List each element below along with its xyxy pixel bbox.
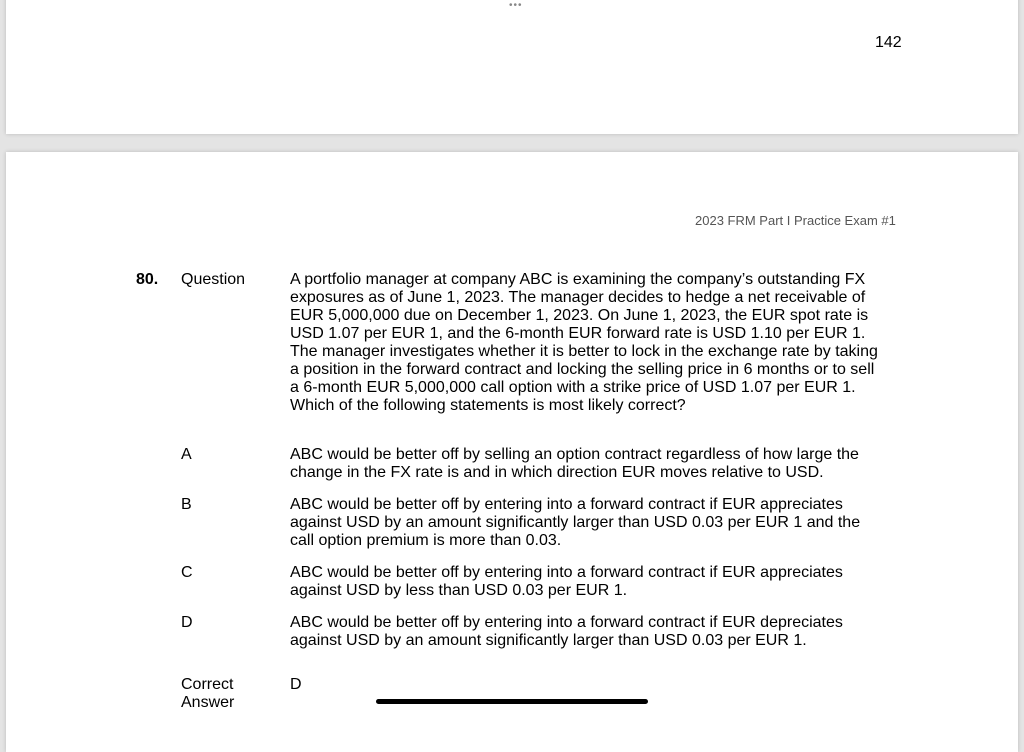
text-line: ABC would be better off by entering into a forward contract if EUR depreciates — [290, 614, 843, 631]
text-line: against USD by an amount significantly larger than USD 0.03 per EUR 1. — [290, 632, 807, 649]
correct-answer-label — [181, 676, 234, 712]
text-line: against USD by an amount significantly larger than USD 0.03 per EUR 1 and the — [290, 514, 861, 531]
home-indicator[interactable] — [376, 699, 648, 704]
text-line: USD 1.07 per EUR 1, and the 6-month EUR forward rate is USD 1.10 per EUR 1. — [290, 325, 866, 342]
option-d-letter: D — [181, 614, 193, 631]
question-label: Question — [181, 271, 246, 288]
text-line: Answer — [181, 694, 235, 711]
text-line: against USD by less than USD 0.03 per EUR 1. — [290, 582, 628, 599]
text-line: ABC would be better off by selling an option contract regardless of how large the — [290, 446, 859, 463]
text-line: a 6-month EUR 5,000,000 call option with a strike price of USD 1.07 per EUR 1. — [290, 379, 856, 396]
text-line: exposures as of June 1, 2023. The manager decides to hedge a net receivable of — [290, 289, 866, 306]
option-b-letter: B — [181, 496, 192, 513]
option-c-letter: C — [181, 564, 193, 581]
text-line: a position in the forward contract and locking the selling price in 6 months or to sell — [290, 361, 875, 378]
correct-answer-value: D — [290, 676, 302, 693]
text-line: ABC would be better off by entering into a forward contract if EUR appreciates — [290, 496, 843, 513]
document-page-142 — [6, 0, 1018, 134]
text-line: EUR 5,000,000 due on December 1, 2023. On June 1, 2023, the EUR spot rate is — [290, 307, 869, 324]
text-line: change in the FX rate is and in which direction EUR moves relative to USD. — [290, 464, 824, 481]
text-line: Which of the following statements is most likely correct? — [290, 397, 686, 414]
text-line: Correct — [181, 676, 234, 693]
option-a-text — [290, 446, 859, 482]
text-line: ABC would be better off by entering into a forward contract if EUR appreciates — [290, 564, 843, 581]
option-d-text — [290, 614, 843, 650]
text-line: call option premium is more than 0.03. — [290, 532, 562, 549]
page-header: 2023 FRM Part I Practice Exam #1 — [695, 213, 896, 228]
ellipsis-icon[interactable]: ••• — [509, 0, 523, 11]
option-c-text — [290, 564, 843, 600]
page-number: 142 — [875, 34, 902, 51]
option-b-text — [290, 496, 860, 550]
option-a-letter: A — [181, 446, 192, 463]
text-line: A portfolio manager at company ABC is examining the company’s outstanding FX — [290, 271, 866, 288]
question-text — [290, 271, 878, 415]
text-line: The manager investigates whether it is better to lock in the exchange rate by taking — [290, 343, 878, 360]
question-number: 80. — [136, 271, 159, 288]
